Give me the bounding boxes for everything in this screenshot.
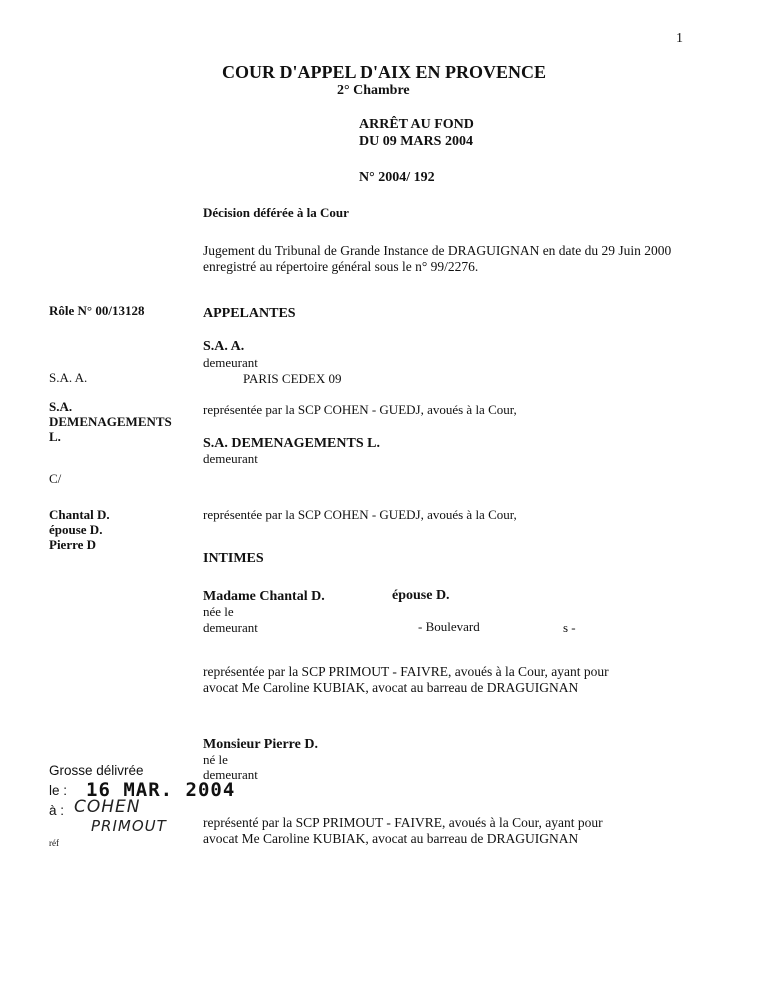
role-number: Rôle N° 00/13128 [49, 303, 145, 318]
ref-label: réf [49, 838, 59, 848]
appelante-2-demeurant: demeurant [203, 451, 258, 466]
court-title: COUR D'APPEL D'AIX EN PROVENCE [222, 62, 547, 82]
appelante-2-name: S.A. DEMENAGEMENTS L. [203, 436, 380, 451]
versus-label: C/ [49, 471, 62, 486]
margin-party-1: S.A. A. [49, 370, 88, 385]
intime-2-demeurant: demeurant [203, 767, 258, 782]
margin-defendant-2: Pierre D [49, 537, 97, 552]
appelante-1-address: PARIS CEDEX 09 [243, 371, 342, 386]
intime-1-name: Madame Chantal D. [203, 589, 325, 604]
margin-defendant-1-line2: épouse D. [49, 522, 103, 537]
margin-party-2-line3: L. [49, 429, 61, 444]
appelante-1-representation: représentée par la SCP COHEN - GUEDJ, avoués à la Cour, [203, 402, 517, 417]
date-stamp: 16 MAR. 2004 [86, 779, 236, 801]
arret-number: N° 2004/ 192 [359, 170, 435, 185]
handwritten-primout: PRIMOUT [91, 817, 167, 835]
intime-1-nee: née le [203, 604, 234, 619]
handwritten-cohen: COHEN [74, 797, 141, 817]
margin-party-2-line1: S.A. [49, 399, 73, 414]
appelante-2-representation: représentée par la SCP COHEN - GUEDJ, avoués à la Cour, [203, 507, 517, 522]
grosse-label: Grosse délivrée [49, 763, 144, 778]
intime-1-address-tail: s - [563, 620, 576, 635]
intime-1-boulevard: - Boulevard [418, 619, 480, 634]
page-number: 1 [676, 31, 683, 46]
intime-2-name: Monsieur Pierre D. [203, 737, 318, 752]
arret-type: ARRÊT AU FOND [359, 117, 474, 132]
appelante-1-name: S.A. A. [203, 339, 245, 354]
margin-party-2-line2: DEMENAGEMENTS [49, 414, 172, 429]
chamber: 2° Chambre [337, 83, 410, 98]
decision-heading: Décision déférée à la Cour [203, 205, 349, 220]
intime-2-ne: né le [203, 752, 228, 767]
a-label: à : [49, 803, 65, 818]
margin-defendant-1-line1: Chantal D. [49, 507, 110, 522]
intime-1-epouse: épouse D. [392, 588, 450, 603]
intimes-heading: INTIMES [203, 551, 264, 566]
intime-1-demeurant: demeurant [203, 620, 258, 635]
le-label: le : [49, 783, 68, 798]
appelantes-heading: APPELANTES [203, 306, 296, 321]
intime-1-representation: représentée par la SCP PRIMOUT - FAIVRE, avoués à la Cour, ayant pour avocat Me Caroline KUBIAK, avocat au barreau de DRAGUIGNAN [203, 664, 609, 695]
intime-2-representation: représenté par la SCP PRIMOUT - FAIVRE, avoués à la Cour, ayant pour avocat Me Caroline KUBIAK, avocat au barreau de DRAGUIGNAN [203, 815, 603, 846]
decision-text: Jugement du Tribunal de Grande Instance de DRAGUIGNAN en date du 29 Juin 2000 enregistré au répertoire général sous le n° 99/2276. [203, 243, 672, 274]
arret-date: DU 09 MARS 2004 [359, 134, 473, 149]
appelante-1-demeurant: demeurant [203, 355, 258, 370]
